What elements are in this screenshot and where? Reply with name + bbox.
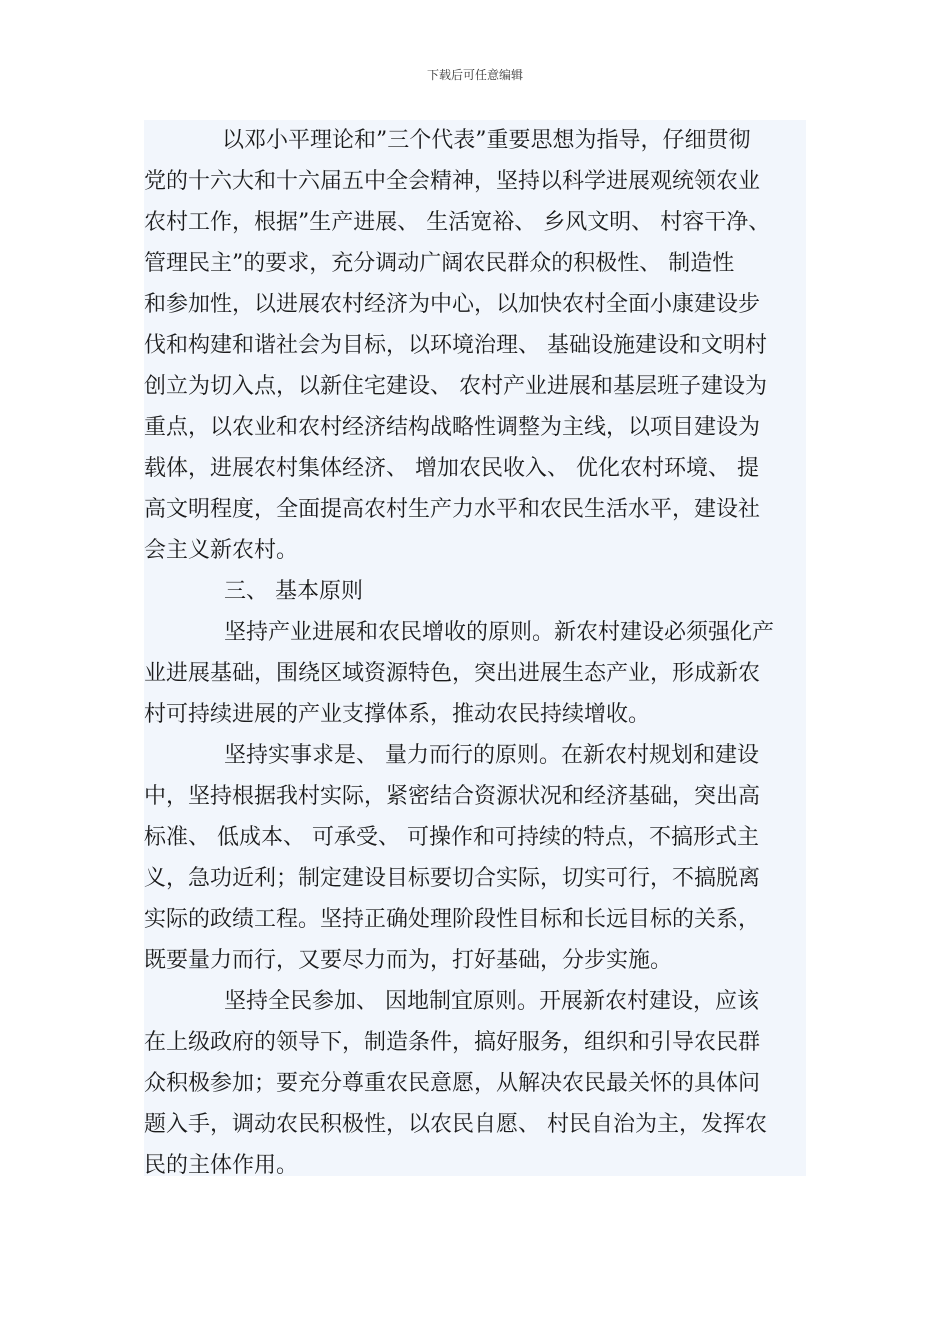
body-line: 伐和构建和谐社会为目标，以环境治理、 基础设施建设和文明村 [144, 333, 767, 358]
body-line: 会主义新农村。 [144, 538, 299, 563]
body-line: 和参加性，以进展农村经济为中心，以加快农村全面小康建设步 [144, 292, 761, 317]
body-line: 创立为切入点，以新住宅建设、 农村产业进展和基层班子建设为 [144, 374, 767, 399]
body-line: 以邓小平理论和”三个代表”重要思想为指导，仔细贯彻 [222, 128, 751, 153]
body-line: 众积极参加；要充分尊重农民意愿，从解决农民最关怀的具体问 [144, 1071, 761, 1096]
body-line: 农村工作，根据”生产进展、 生活宽裕、 乡风文明、 村容干净、 [144, 210, 771, 235]
body-line: 义，急功近利；制定建设目标要切合实际，切实可行，不搞脱离 [144, 866, 761, 891]
body-line: 标准、 低成本、 可承受、 可操作和可持续的特点，不搞形式主 [144, 825, 759, 850]
body-line: 既要量力而行，又要尽力而为，打好基础，分步实施。 [144, 948, 673, 973]
body-line: 题入手，调动农民积极性，以农民自愿、 村民自治为主，发挥农 [144, 1112, 767, 1137]
body-line: 管理民主”的要求，充分调动广阔农民群众的积极性、 制造性 [144, 251, 735, 276]
body-line: 党的十六大和十六届五中全会精神，坚持以科学进展观统领农业 [144, 169, 761, 194]
section-heading: 三、 基本原则 [224, 579, 363, 604]
body-line: 坚持全民参加、 因地制宜原则。开展新农村建设，应该 [224, 989, 759, 1014]
body-line: 在上级政府的领导下，制造条件，搞好服务，组织和引导农民群 [144, 1030, 761, 1055]
body-line: 重点，以农业和农村经济结构战略性调整为主线，以项目建设为 [144, 415, 761, 440]
body-line: 村可持续进展的产业支撑体系，推动农民持续增收。 [144, 702, 651, 727]
body-line: 实际的政绩工程。坚持正确处理阶段性目标和长远目标的关系， [144, 907, 761, 932]
body-line: 业进展基础，围绕区域资源特色，突出进展生态产业，形成新农 [144, 661, 761, 686]
body-line: 坚持产业进展和农民增收的原则。新农村建设必须强化产 [224, 620, 775, 645]
body-line: 民的主体作用。 [144, 1153, 299, 1178]
body-line: 中，坚持根据我村实际，紧密结合资源状况和经济基础，突出高 [144, 784, 761, 809]
page-header-note: 下载后可任意编辑 [426, 68, 523, 82]
body-line: 坚持实事求是、 量力而行的原则。在新农村规划和建设 [224, 743, 759, 768]
body-line: 高文明程度，全面提高农村生产力水平和农民生活水平，建设社 [144, 497, 761, 522]
document-body [144, 120, 806, 1176]
body-line: 载体，进展农村集体经济、 增加农民收入、 优化农村环境、 提 [144, 456, 759, 481]
